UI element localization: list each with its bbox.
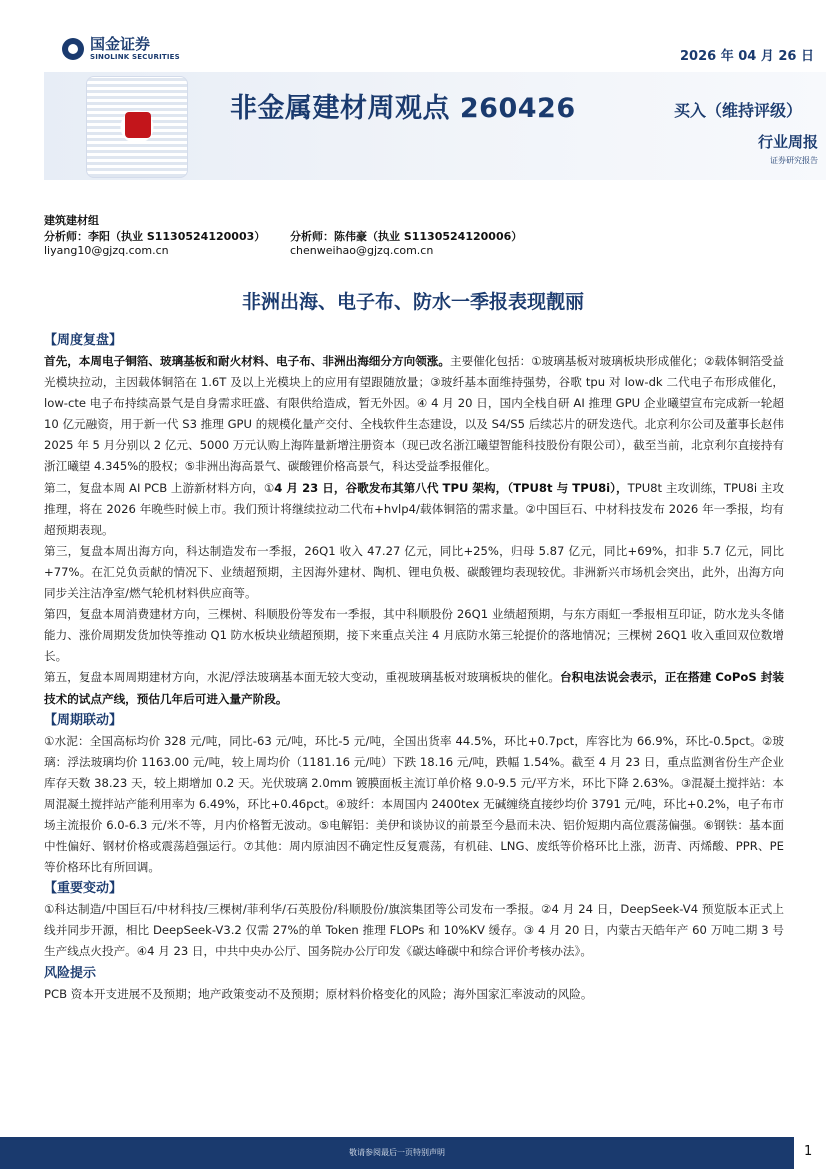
section-changes-title: 【重要变动】 <box>44 881 123 897</box>
paragraph-4: 第四，复盘本周消费建材方向，三棵树、科顺股份等发布一季报，其中科顺股份 26Q1 业绩超预期，与东方雨虹一季报相互印证，防水龙头冬储能力、涨价周期发货加快等推动 Q1 防水板块业绩超预期，接下来重点关注 4 月底防水第三轮提价的落地情况；三棵树 26Q1 收入重回双位数增长。 <box>44 607 784 664</box>
report-body <box>44 330 784 1005</box>
footer-disclaimer: 敬请参阅最后一页特别声明 <box>349 1148 445 1157</box>
paragraph-5-highlight: 台积电法说会表示，正在搭建 CoPoS 封装技术的试点产线，预估几年后可进入量产阶段。 <box>44 670 784 706</box>
analyst-1: 分析师：李阳（执业 S1130524120003） <box>44 230 266 243</box>
report-subtitle: 非洲出海、电子布、防水一季报表现靓丽 <box>241 291 584 313</box>
analyst-group: 建筑建材组 <box>44 214 99 227</box>
section-cycle-title: 【周期联动】 <box>44 712 123 728</box>
paragraph-2 <box>44 478 784 541</box>
rating-label: 买入（维持评级） <box>673 101 802 120</box>
report-date: 2026 年 04 月 26 日 <box>680 49 814 64</box>
analyst-2: 分析师：陈伟豪（执业 S1130524120006） <box>290 230 523 243</box>
company-logo <box>62 36 180 62</box>
report-title: 非金属建材周观点 260426 <box>230 93 576 124</box>
section-risk-title: 风险提示 <box>44 965 97 981</box>
analyst-1-email[interactable]: liyang10@gjzq.com.cn <box>44 244 169 257</box>
paragraph-1-body: 主要催化包括：①玻璃基板对玻璃板块形成催化；②载体铜箔受益光模块拉动，主因载体铜箔在 1.6T 及以上光模块上的应用有望跟随放量；③玻纤基本面维持强势，谷歌 tpu 对 low-dk 二代电子布形成催化，low-cte 电子布持续高景气是自身需求旺盛、有限供给造成，暂无外因。④ 4 月 20 日，国内全栈自研 AI 推理 GPU 企业曦望宣布完成新一轮超 10 亿元融资，用于新一代 S3 推理 GPU 的规模化量产交付、全栈软件生态建设，以及 S4/S5 后续芯片的研发迭代。北京利尔公司及董事长赵伟 2025 年 5 月分别以 2 亿元、5000 万元认购上海阵量新增注册资本（现已改名浙江曦望智能科技股份有限公司），截至当前，北京利尔直接持有浙江曦望 4.345%的股权；⑤非洲出海高景气、碳酸锂价格高景气，科达受益季报催化。 <box>44 354 784 474</box>
logo-text-cn: 国金证券 <box>90 35 151 53</box>
qr-badge-icon <box>125 112 151 138</box>
paragraph-2-body: TPU8t 主攻训练，TPU8i 主攻推理，将在 2026 年晚些时候上市。我们预计将继续拉动二代布+hvlp4/载体铜箔的需求量。②中国巨石、中材科技发布 2026 年一季报，均有超预期表现。 <box>44 480 785 537</box>
paragraph-2-highlight: 4 月 23 日，谷歌发布其第八代 TPU 架构，（TPU8t 与 TPU8i）， <box>274 480 628 495</box>
analyst-2-email[interactable]: chenweihao@gjzq.com.cn <box>290 244 434 257</box>
paragraph-1 <box>44 351 784 478</box>
page-number: 1 <box>804 1144 813 1159</box>
paragraph-5 <box>44 667 784 709</box>
changes-paragraph: ①科达制造/中国巨石/中材科技/三棵树/菲利华/石英股份/科顺股份/旗滨集团等公司发布一季报。②4 月 24 日，DeepSeek-V4 预览版本正式上线并同步开源，相比 DeepSeek-V3.2 仅需 27%的单 Token 推理 FLOPs 和 10%KV 缓存。③ 4 月 20 日，内蒙古天皓年产 60 万吨二期 3 号生产线点火投产。④4 月 23 日，中共中央办公厅、国务院办公厅印发《碳达峰碳中和综合评价考核办法》。 <box>44 902 784 959</box>
risk-paragraph: PCB 资本开支进展不及预期；地产政策变动不及预期；原材料价格变化的风险；海外国家汇率波动的风险。 <box>44 986 593 1001</box>
paragraph-1-lead: 首先，本周电子铜箔、玻璃基板和耐火材料、电子布、非洲出海细分方向领涨。 <box>44 354 450 368</box>
logo-mark-icon <box>62 38 84 60</box>
paragraph-5-body: 第五，复盘本周周期建材方向，水泥/浮法玻璃基本面无较大变动，重视玻璃基板对玻璃板块的催化。 <box>44 670 561 685</box>
paragraph-2-intro: 第二，复盘本周 AI PCB 上游新材料方向，① <box>44 480 275 495</box>
report-type: 行业周报 <box>757 133 818 151</box>
section-weekly-review-title: 【周度复盘】 <box>44 333 123 348</box>
report-subtype: 证券研究报告 <box>770 156 818 165</box>
logo-text-en: SINOLINK SECURITIES <box>90 53 180 61</box>
paragraph-3: 第三，复盘本周出海方向，科达制造发布一季报，26Q1 收入 47.27 亿元，同比+25%，归母 5.87 亿元，同比+69%，扣非 5.7 亿元，同比+77%。在汇兑负贡献的情况下、业绩超预期，主因海外建材、陶机、锂电负极、碳酸锂均表现较优。非洲新兴市场机会突出，此外，出海方向同步关注洁净室/燃气轮机材料供应商等。 <box>44 543 784 601</box>
cycle-paragraph: ①水泥：全国高标均价 328 元/吨，同比-63 元/吨，环比-5 元/吨，全国出货率 44.5%，环比+0.7pct，库容比为 66.9%，环比-0.5pct。②玻璃：浮法玻璃均价 1163.00 元/吨，较上周均价（1181.16 元/吨）下跌 18.16 元/吨，跌幅 1.54%。截至 4 月 23 日，重点监测省份生产企业库存天数 38.23 天，较上期增加 0.2 天。光伏玻璃 2.0mm 镀膜面板主流订单价格 9.0-9.5 元/平方米，环比下降 2.63%。③混凝土搅拌站：本周混凝土搅拌站产能利用率为 6.49%，环比+0.46pct。④玻纤：本周国内 2400tex 无碱缠绕直接纱均价 3791 元/吨，环比+0.2%，电子布市场主流报价 6.0-6.3 元/米不等，月内价格暂无波动。⑤电解铝：美伊和谈协议的前景至今悬而未决、铝价短期内高位震荡偏强。⑥钢铁：基本面中性偏好、钢材价格或震荡趋强运行。⑦其他：周内原油因不确定性反复震荡，有机硅、LNG、废纸等价格环比上涨，沥青、丙烯酸、PPR、PE 等价格环比有所回调。 <box>44 733 784 875</box>
